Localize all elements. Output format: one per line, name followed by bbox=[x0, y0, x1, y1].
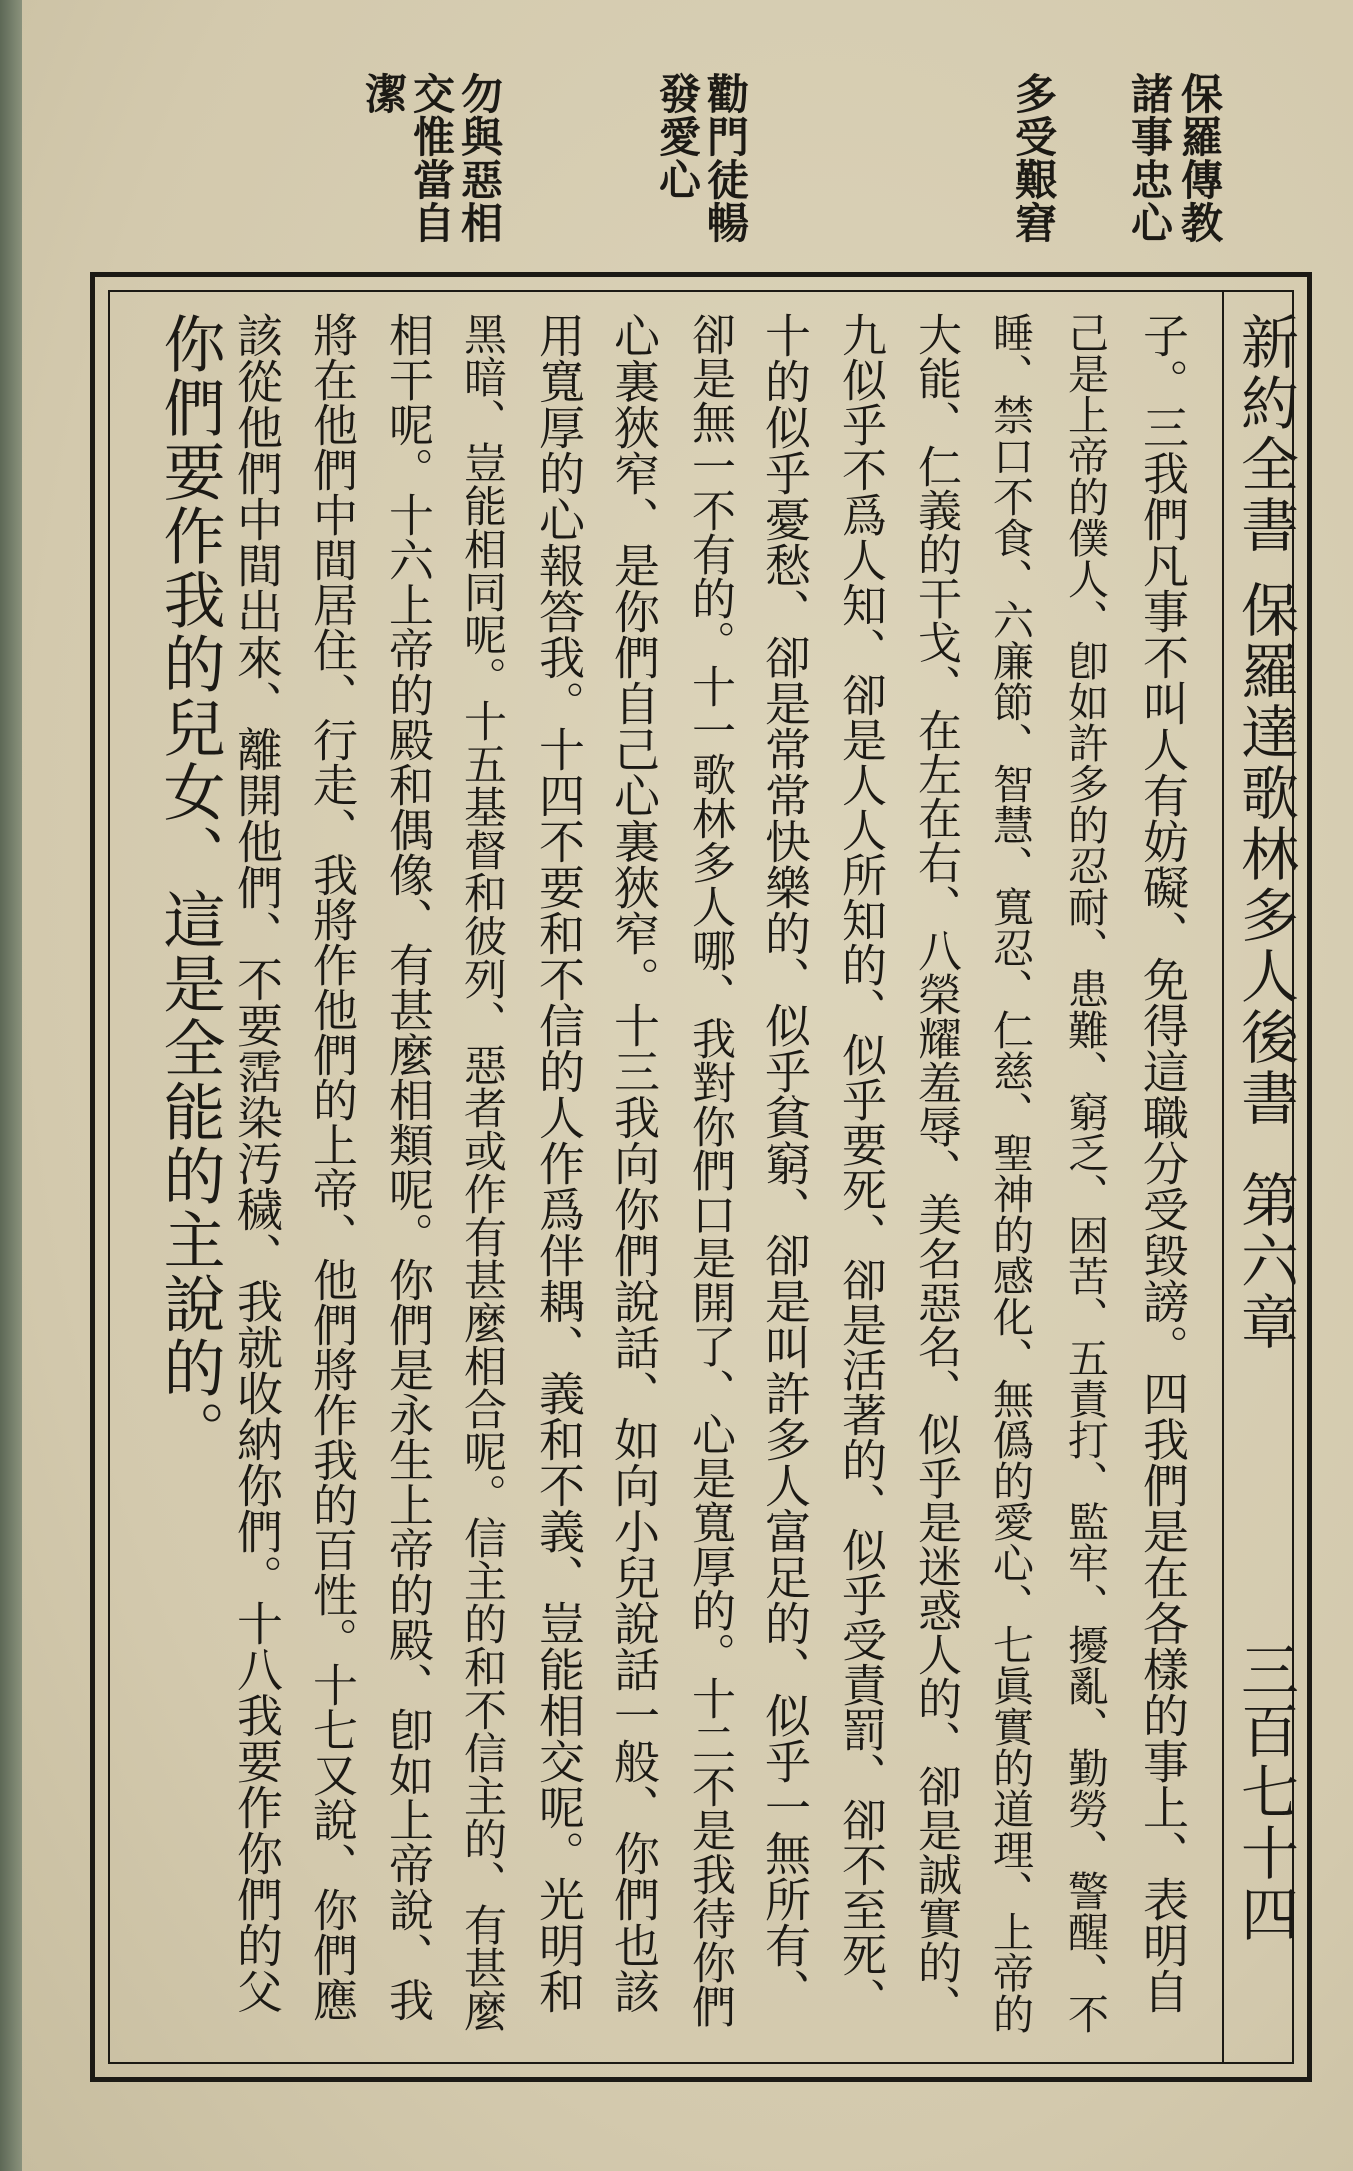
margin-note: 交惟當自 bbox=[407, 72, 456, 244]
book-title: 新約全書 bbox=[1231, 312, 1299, 556]
verse-column: 十的似乎憂愁、卻是常常快樂的、似乎貧窮、卻是叫許多人富足的、似乎一無所有、 bbox=[758, 312, 812, 2014]
verse-column: 黑暗、豈能相同呢。十五基督和彼列、惡者或作有甚麼相合呢。信主的和不信主的、有甚麼 bbox=[457, 312, 507, 2032]
verse-column: 子。三我們凡事不叫人有妨礙、免得這職分受毀謗。四我們是在各樣的事上、表明自 bbox=[1136, 312, 1190, 2014]
chapter-heading: 第六章 bbox=[1231, 1170, 1299, 1353]
margin-note: 潔 bbox=[359, 72, 408, 115]
verse-column: 你們要作我的兒女、這是全能的主說的。 bbox=[153, 312, 226, 1464]
margin-note: 勿與惡相 bbox=[455, 72, 504, 244]
margin-note: 保羅傳教 bbox=[1175, 72, 1224, 244]
margin-note: 勸門徒暢 bbox=[701, 72, 750, 244]
page-number: 三百七十四 bbox=[1231, 1640, 1299, 1945]
verse-column: 相干呢。十六上帝的殿和偶像、有甚麼相類呢。你們是永生上帝的殿、卽如上帝說、我 bbox=[381, 312, 434, 2022]
verse-column: 該從他們中間出來、離開他們、不要霑染汚穢、我就收納你們。十八我要作你們的父 bbox=[230, 312, 284, 2014]
margin-note: 多受艱窘 bbox=[1009, 72, 1058, 244]
margin-note: 諸事忠心 bbox=[1125, 72, 1174, 244]
verse-column: 心裏狹窄、是你們自己心裏狹窄。十三我向你們說話、如向小兒說話一般、你們也該 bbox=[607, 312, 661, 2014]
header-rule bbox=[1222, 290, 1224, 2064]
verse-column: 用寬厚的心報答我。十四不要和不信的人作爲伴耦、義和不義、豈能相交呢。光明和 bbox=[532, 312, 586, 2014]
book-binding-edge bbox=[0, 0, 22, 2171]
verse-column: 九似乎不爲人知、卻是人人所知的、似乎要死、卻是活著的、似乎受責罰、卻不至死、 bbox=[834, 312, 887, 2022]
verse-column: 己是上帝的僕人、卽如許多的忍耐、患難、窮乏、困苦、五責打、監牢、擾亂、勤勞、警醒、不 bbox=[1061, 312, 1109, 2034]
verse-column: 大能、仁義的干戈、在左在右、八榮耀羞辱、美名惡名、似乎是迷惑人的、卻是誠實的、 bbox=[910, 312, 961, 2028]
verse-column: 將在他們中間居住、行走、我將作他們的上帝、他們將作我的百性。十七又說、你們應 bbox=[305, 312, 358, 2022]
epistle-title: 保羅達歌林多人後書 bbox=[1231, 580, 1299, 1129]
verse-column: 睡、禁口不食、六廉節、智慧、寬忍、仁慈、聖神的感化、無僞的愛心、七眞實的道理、上帝的 bbox=[986, 312, 1034, 2034]
margin-note: 發愛心 bbox=[653, 72, 702, 201]
verse-column: 卻是無一不有的。十一歌林多人哪、我對你們口是開了、心是寬厚的。十二不是我待你們 bbox=[684, 312, 735, 2028]
